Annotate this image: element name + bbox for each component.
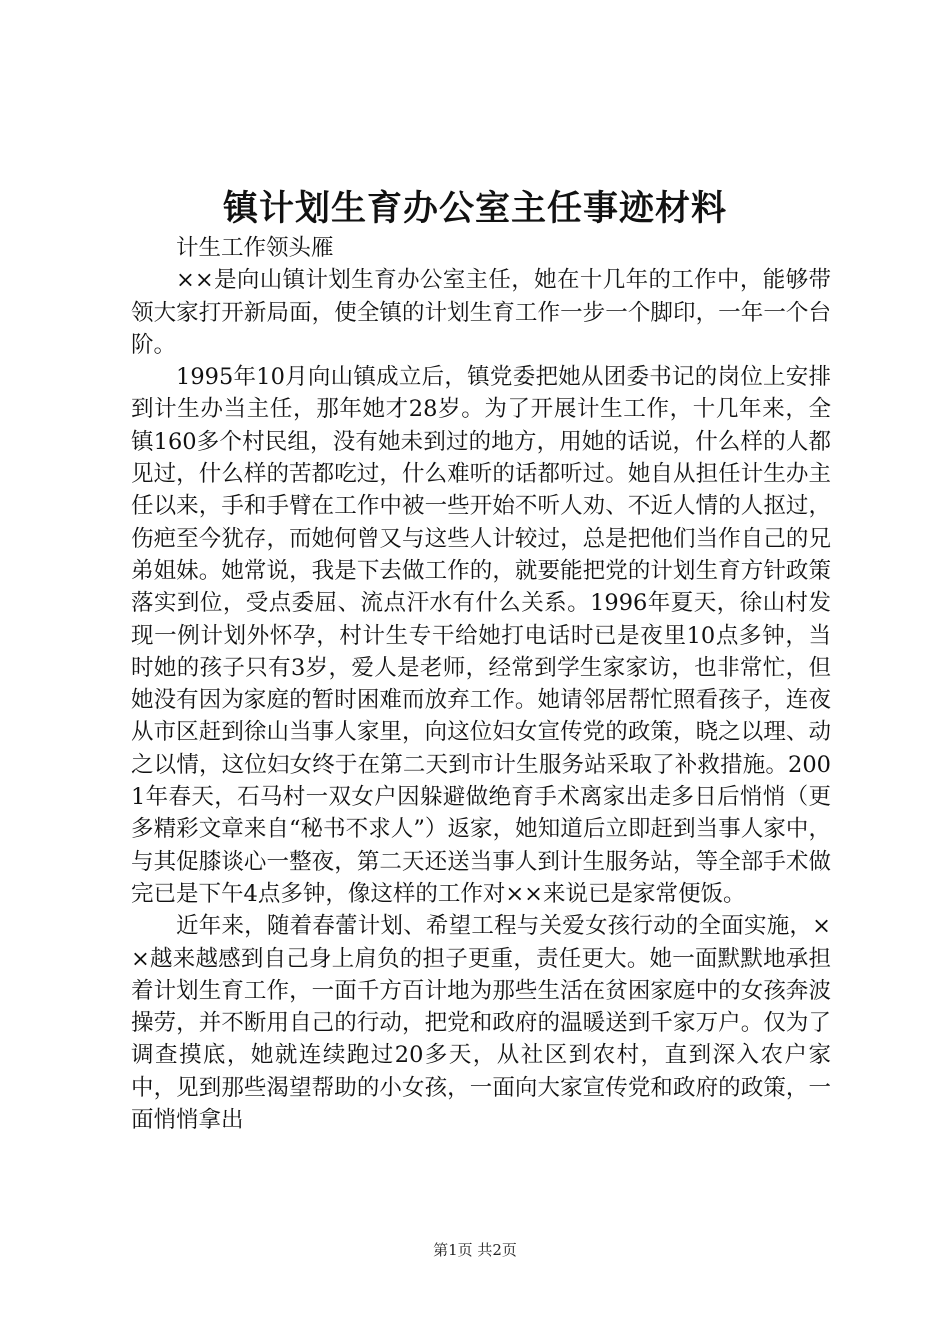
- document-title: 镇计划生育办公室主任事迹材料: [222, 188, 727, 229]
- intro-paragraph: ××是向山镇计划生育办公室主任，她在十几年的工作中，能够带领大家打开新局面，使全镇的计划生育工作一步一个脚印，一年一个台阶。: [131, 267, 831, 358]
- page-footer: 第1页 共2页: [433, 1241, 517, 1259]
- document-body: [131, 232, 831, 1136]
- history-paragraph: 1995年10月向山镇成立后，镇党委把她从团委书记的岗位上安排到计生办当主任，那年她才28岁。为了开展计生工作，十几年来，全镇160多个村民组，没有她未到过的地方，用她的话说，什么样的人都见过，什么样的苦都吃过，什么难听的话都听过。她自从担任计生办主任以来，手和手臂在工作中被一些开始不听人劝、不近人情的人抠过，伤疤至今犹存，而她何曾又与这些人计较过，总是把他们当作自己的兄弟姐妹。她常说，我是下去做工作的，就要能把党的计划生育方针政策落实到位，受点委屈、流点汗水有什么关系。1996年夏天，徐山村发现一例计划外怀孕，村计生专干给她打电话时已是夜里10点多钟，当时她的孩子只有3岁，爱人是老师，经常到学生家家访，也非常忙，但她没有因为家庭的暂时困难而放弃工作。她请邻居帮忙照看孩子，连夜从市区赶到徐山当事人家里，向这位妇女宣传党的政策，晓之以理、动之以情，这位妇女终于在第二天到市计生服务站采取了补救措施。2001年春天，石马村一双女户因躲避做绝育手术离家出走多日后悄悄（更多精彩文章来自“秘书不求人”）返家，她知道后立即赶到当事人家中，与其促膝谈心一整夜，第二天还送当事人到计生服务站，等全部手术做完已是下午4点多钟，像这样的工作对××来说已是家常便饭。: [131, 364, 831, 907]
- subtitle-paragraph: 计生工作领头雁: [176, 235, 334, 261]
- recent-years-paragraph: 近年来，随着春蕾计划、希望工程与关爱女孩行动的全面实施，××越来越感到自己身上肩负的担子更重，责任更大。她一面默默地承担着计划生育工作，一面千方百计地为那些生活在贫困家庭中的女孩奔波操劳，并不断用自己的行动，把党和政府的温暖送到千家万户。仅为了调查摸底，她就连续跑过20多天，从社区到农村，直到深入农户家中，见到那些渴望帮助的小女孩，一面向大家宣传党和政府的政策，一面悄悄拿出: [131, 913, 831, 1134]
